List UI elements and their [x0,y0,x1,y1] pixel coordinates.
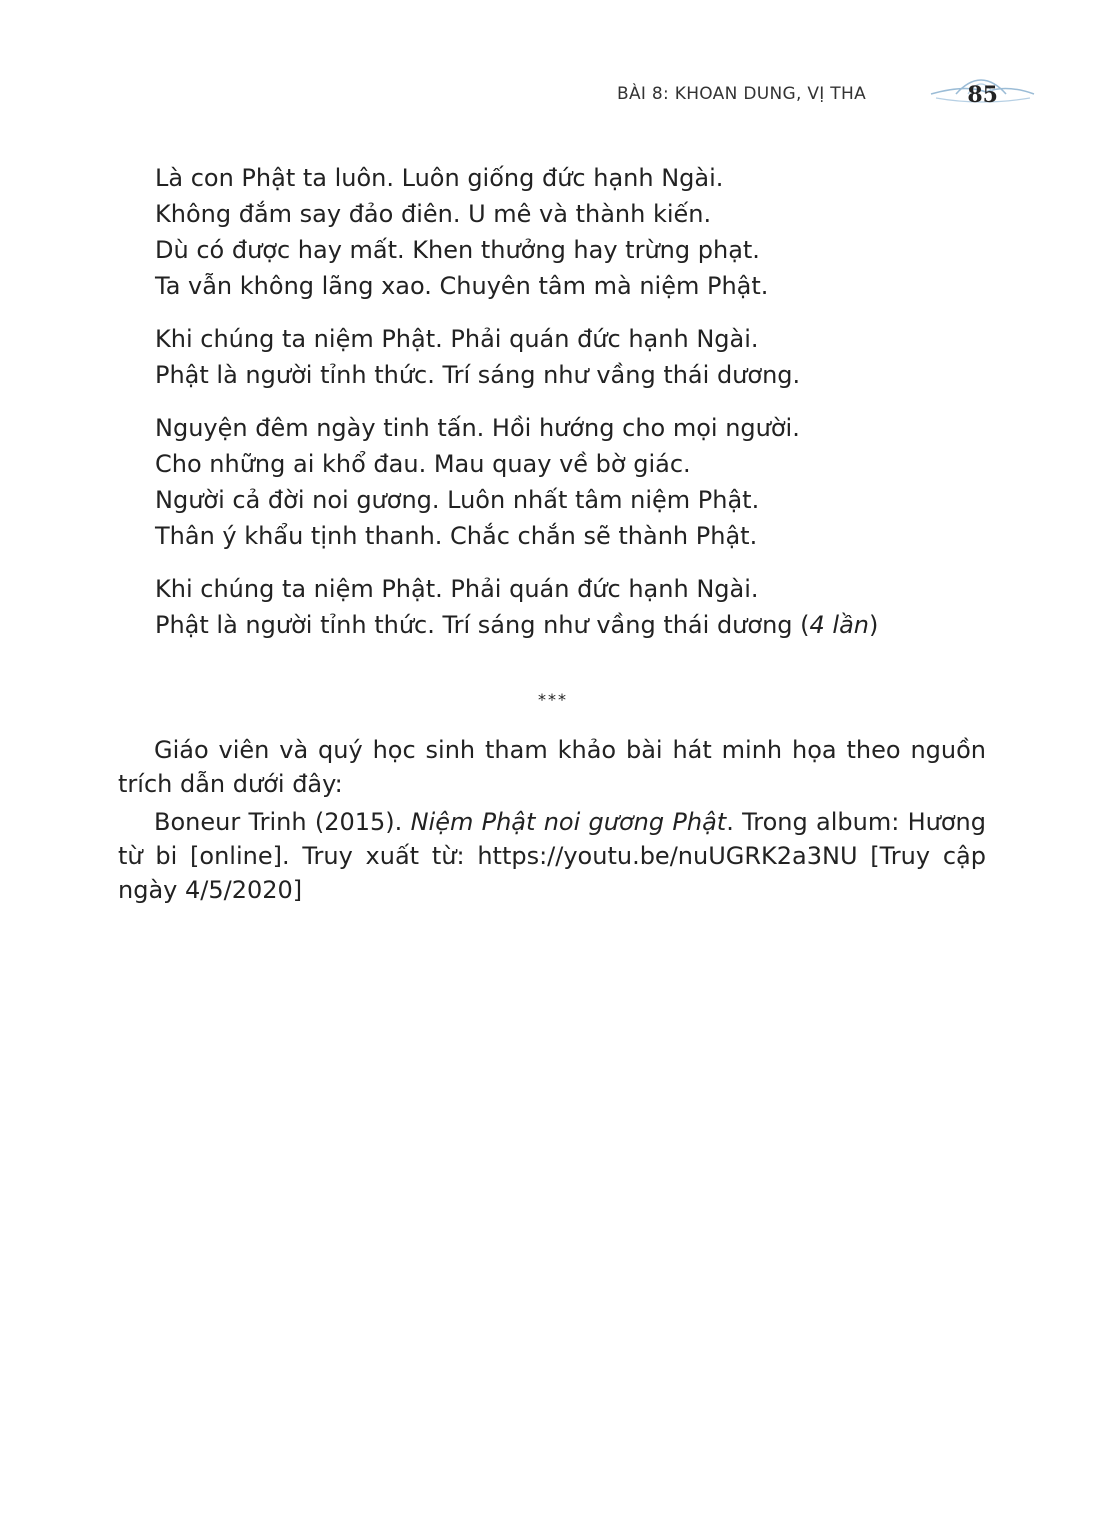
lyric-line-last [155,607,935,643]
page-header [616,78,1036,118]
citation [118,805,986,907]
reference-intro: Giáo viên và quý học sinh tham khảo bài hát minh họa theo nguồn trích dẫn dưới đây: [118,736,986,798]
citation-title: Niệm Phật noi gương Phật [410,808,727,836]
lyric-line: Ta vẫn không lãng xao. Chuyên tâm mà niệm Phật. [155,272,769,300]
lyric-text: Phật là người tỉnh thức. Trí sáng như vầng thái dương ( [155,611,810,639]
lyric-line: Cho những ai khổ đau. Mau quay về bờ giác. [155,450,691,478]
section-separator: *** [538,690,568,709]
lyric-line: Dù có được hay mất. Khen thưởng hay trừng phạt. [155,236,760,264]
lyric-close: ) [869,611,879,639]
stanza-2 [155,321,935,393]
lyric-line: Người cả đời noi gương. Luôn nhất tâm niệm Phật. [155,486,760,514]
stanza-3 [155,410,935,554]
lyric-line: Là con Phật ta luôn. Luôn giống đức hạnh Ngài. [155,164,724,192]
lyric-line: Không đắm say đảo điên. U mê và thành kiến. [155,200,712,228]
lyric-line: Khi chúng ta niệm Phật. Phải quán đức hạnh Ngài. [155,575,759,603]
citation-details: . Trong album: Hương từ bi [online]. Truy xuất từ: https://youtu.be/nuUGRK2a3NU [Truy cập ngày 4/5/2020] [118,808,986,904]
stanza-4 [155,571,935,643]
lyric-line: Khi chúng ta niệm Phật. Phải quán đức hạnh Ngài. [155,325,759,353]
chapter-title: BÀI 8: KHOAN DUNG, VỊ THA [617,84,866,104]
song-lyrics [155,160,935,660]
page-number: 85 [967,82,998,108]
repeat-note: 4 lần [809,611,869,639]
lyric-line: Nguyện đêm ngày tinh tấn. Hồi hướng cho mọi người. [155,414,800,442]
citation-author: Boneur Trinh (2015). [154,808,411,836]
lyric-line: Thân ý khẩu tịnh thanh. Chắc chắn sẽ thành Phật. [155,522,758,550]
lyric-line: Phật là người tỉnh thức. Trí sáng như vầng thái dương. [155,361,801,389]
stanza-1 [155,160,935,304]
